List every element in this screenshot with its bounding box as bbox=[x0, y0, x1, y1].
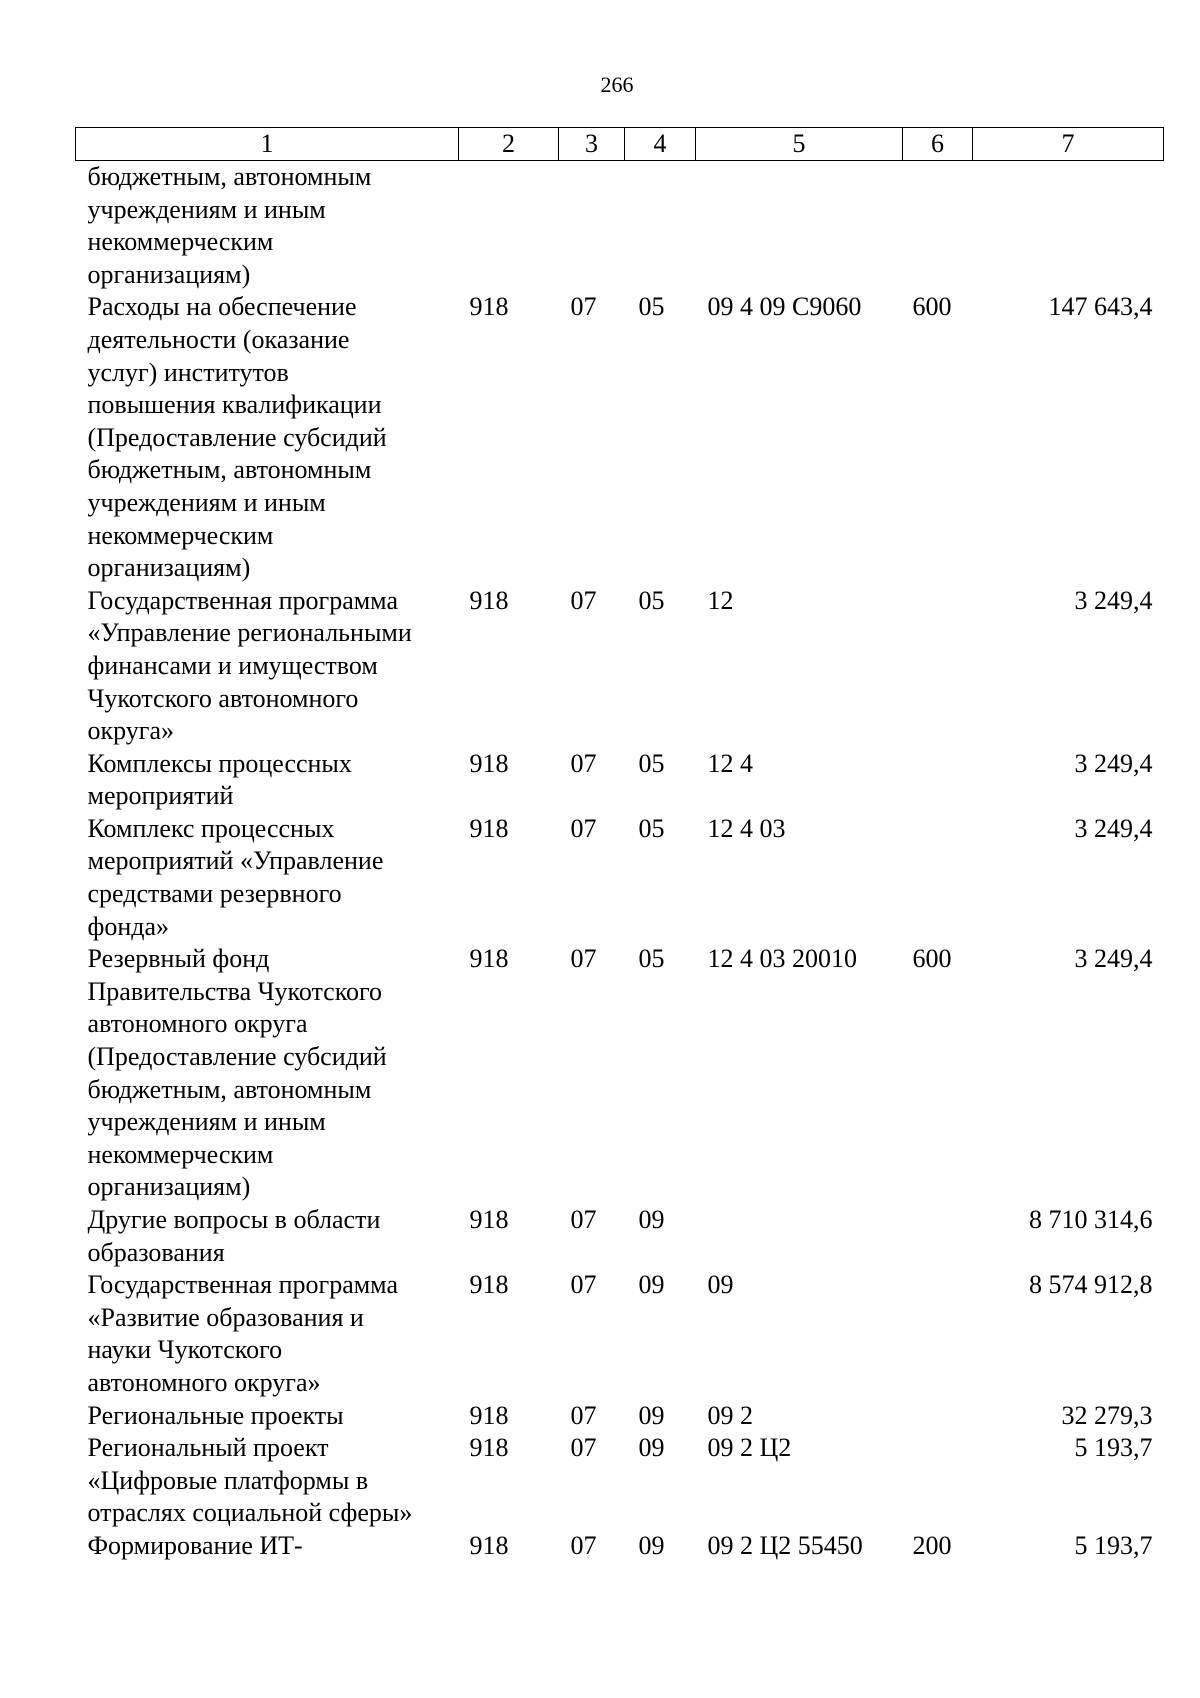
subsection-code-cell: 05 bbox=[638, 813, 665, 843]
column-header: 6 bbox=[903, 128, 973, 161]
subsection-code-cell: 09 bbox=[638, 1400, 665, 1430]
expense-type-cell bbox=[903, 585, 973, 748]
row-name-cell bbox=[76, 748, 459, 813]
amount-cell bbox=[973, 161, 1164, 292]
table-row bbox=[76, 161, 1164, 292]
row-name-cell bbox=[76, 1432, 459, 1530]
subsection-code-cell: 05 bbox=[638, 944, 665, 974]
expense-type-cell bbox=[903, 161, 973, 292]
row-name-line: Резервный фонд bbox=[87, 944, 270, 974]
row-name-line: (Предоставление субсидий bbox=[87, 1042, 387, 1072]
row-name-line: образования bbox=[87, 1237, 225, 1267]
table-row bbox=[76, 1269, 1164, 1399]
table-row bbox=[76, 585, 1164, 748]
admin-code-cell: 918 bbox=[469, 585, 509, 615]
row-name-line: некоммерческим bbox=[87, 1139, 274, 1169]
row-name-line: средствами резервного bbox=[87, 879, 342, 909]
row-name-line: Другие вопросы в области bbox=[87, 1205, 381, 1234]
table-row bbox=[76, 1432, 1164, 1530]
table-row bbox=[76, 1400, 1164, 1433]
row-name-line: Комплекс процессных bbox=[87, 813, 335, 843]
row-name-line: Государственная программа bbox=[87, 585, 399, 615]
admin-code-cell: 918 bbox=[469, 748, 509, 778]
row-name-cell bbox=[76, 813, 459, 943]
row-name-cell bbox=[76, 1204, 459, 1269]
row-name-line: некоммерческим bbox=[87, 520, 274, 550]
subsection-code-cell: 05 bbox=[638, 292, 665, 322]
expense-type-cell bbox=[903, 1204, 973, 1269]
row-name-cell bbox=[76, 943, 459, 1204]
page-number: 266 bbox=[600, 72, 634, 97]
column-header: 5 bbox=[696, 128, 903, 161]
admin-code-cell: 918 bbox=[469, 944, 509, 974]
row-name-line: Расходы на обеспечение bbox=[87, 292, 357, 322]
row-name-line: бюджетным, автономным bbox=[87, 162, 372, 191]
row-name-line: повышения квалификации bbox=[87, 390, 382, 420]
admin-code-cell: 918 bbox=[469, 1270, 509, 1300]
target-article-cell: 09 2 Ц2 55450 bbox=[707, 1530, 863, 1560]
amount-cell: 3 249,4 bbox=[1074, 748, 1153, 778]
row-name-cell bbox=[76, 1400, 459, 1433]
row-name-line: «Развитие образования и bbox=[87, 1302, 364, 1332]
section-code-cell: 07 bbox=[570, 1433, 597, 1463]
admin-code-cell: 918 bbox=[469, 813, 509, 843]
table-row bbox=[76, 1530, 1164, 1563]
row-name-line: науки Чукотского bbox=[87, 1335, 283, 1365]
row-name-line: округа» bbox=[87, 716, 174, 746]
subsection-code-cell: 05 bbox=[638, 748, 665, 778]
admin-code-cell: 918 bbox=[469, 1205, 509, 1234]
row-name-line: (Предоставление субсидий bbox=[87, 422, 387, 452]
section-code-cell: 07 bbox=[570, 1530, 597, 1560]
row-name-line: «Управление региональными bbox=[87, 618, 412, 648]
target-article-cell: 09 2 bbox=[707, 1400, 753, 1430]
row-name-line: Региональный проект bbox=[87, 1433, 329, 1463]
row-name-line: автономного округа» bbox=[87, 1367, 321, 1397]
table-body bbox=[76, 161, 1164, 1563]
section-code-cell: 07 bbox=[570, 1205, 597, 1234]
column-header: 4 bbox=[625, 128, 696, 161]
subsection-code-cell: 09 bbox=[638, 1433, 665, 1463]
row-name-line: учреждениям и иным bbox=[87, 194, 326, 224]
column-header: 2 bbox=[459, 128, 559, 161]
amount-cell: 32 279,3 bbox=[1061, 1400, 1153, 1430]
section-code-cell: 07 bbox=[570, 585, 597, 615]
section-code-cell: 07 bbox=[570, 748, 597, 778]
expense-type-cell bbox=[903, 748, 973, 813]
row-name-line: Правительства Чукотского bbox=[87, 976, 383, 1006]
subsection-code-cell: 09 bbox=[638, 1205, 665, 1234]
target-article-cell: 09 bbox=[707, 1270, 734, 1300]
row-name-line: автономного округа bbox=[87, 1009, 308, 1039]
table-row bbox=[76, 813, 1164, 943]
row-name-cell bbox=[76, 1530, 459, 1563]
amount-cell: 8 574 912,8 bbox=[1029, 1270, 1153, 1300]
subsection-code-cell bbox=[625, 161, 696, 292]
row-name-line: учреждениям и иным bbox=[87, 1107, 326, 1137]
subsection-code-cell: 09 bbox=[638, 1530, 665, 1560]
admin-code-cell: 918 bbox=[469, 292, 509, 322]
header-row bbox=[76, 128, 1164, 161]
column-header: 7 bbox=[973, 128, 1164, 161]
amount-cell: 147 643,4 bbox=[1048, 292, 1153, 322]
row-name-line: учреждениям и иным bbox=[87, 487, 326, 517]
admin-code-cell: 918 bbox=[469, 1530, 509, 1560]
amount-cell: 5 193,7 bbox=[1074, 1530, 1153, 1560]
row-name-cell bbox=[76, 1269, 459, 1399]
row-name-line: «Цифровые платформы в bbox=[87, 1465, 369, 1495]
amount-cell: 3 249,4 bbox=[1074, 944, 1153, 974]
row-name-line: Формирование ИТ- bbox=[87, 1530, 303, 1560]
row-name-line: некоммерческим bbox=[87, 227, 274, 257]
section-code-cell: 07 bbox=[570, 1400, 597, 1430]
row-name-cell bbox=[76, 291, 459, 584]
row-name-line: Государственная программа bbox=[87, 1270, 399, 1300]
target-article-cell: 12 bbox=[707, 585, 734, 615]
row-name-line: деятельности (оказание bbox=[87, 324, 350, 354]
row-name-line: услуг) институтов bbox=[87, 357, 289, 387]
row-name-line: фонда» bbox=[87, 911, 170, 941]
admin-code-cell: 918 bbox=[469, 1433, 509, 1463]
row-name-line: Чукотского автономного bbox=[87, 683, 359, 713]
row-name-line: Региональные проекты bbox=[87, 1400, 344, 1430]
table-row bbox=[76, 291, 1164, 584]
row-name-line: отраслях социальной сферы» bbox=[87, 1498, 413, 1528]
row-name-line: мероприятий bbox=[87, 781, 234, 811]
budget-table bbox=[75, 127, 1164, 1563]
row-name-line: Комплексы процессных bbox=[87, 748, 352, 778]
row-name-line: организациям) bbox=[87, 553, 251, 583]
admin-code-cell: 918 bbox=[469, 1400, 509, 1430]
column-header: 1 bbox=[76, 128, 459, 161]
row-name-line: финансами и имуществом bbox=[87, 650, 378, 680]
section-code-cell: 07 bbox=[570, 944, 597, 974]
row-name-line: организациям) bbox=[87, 259, 251, 289]
table-row bbox=[76, 1204, 1164, 1269]
amount-cell: 5 193,7 bbox=[1074, 1433, 1153, 1463]
column-header: 3 bbox=[559, 128, 625, 161]
target-article-cell bbox=[696, 1204, 903, 1269]
row-name-line: мероприятий «Управление bbox=[87, 846, 384, 876]
subsection-code-cell: 05 bbox=[638, 585, 665, 615]
amount-cell: 3 249,4 bbox=[1074, 813, 1153, 843]
expense-type-cell bbox=[903, 1269, 973, 1399]
row-name-line: бюджетным, автономным bbox=[87, 1074, 372, 1104]
admin-code-cell bbox=[459, 161, 559, 292]
section-code-cell: 07 bbox=[570, 1270, 597, 1300]
amount-cell: 8 710 314,6 bbox=[1029, 1205, 1153, 1234]
expense-type-cell: 600 bbox=[912, 944, 952, 974]
target-article-cell: 12 4 03 bbox=[707, 813, 786, 843]
section-code-cell: 07 bbox=[570, 813, 597, 843]
section-code-cell: 07 bbox=[570, 292, 597, 322]
amount-cell: 3 249,4 bbox=[1074, 585, 1153, 615]
target-article-cell: 12 4 bbox=[707, 748, 753, 778]
row-name-line: бюджетным, автономным bbox=[87, 455, 372, 485]
target-article-cell: 12 4 03 20010 bbox=[707, 944, 857, 974]
target-article-cell: 09 2 Ц2 bbox=[707, 1433, 792, 1463]
table-row bbox=[76, 943, 1164, 1204]
target-article-cell: 09 4 09 С9060 bbox=[707, 292, 862, 322]
expense-type-cell bbox=[903, 813, 973, 943]
subsection-code-cell: 09 bbox=[638, 1270, 665, 1300]
target-article-cell bbox=[696, 161, 903, 292]
expense-type-cell: 600 bbox=[912, 292, 952, 322]
section-code-cell bbox=[559, 161, 625, 292]
table-row bbox=[76, 748, 1164, 813]
expense-type-cell bbox=[903, 1400, 973, 1433]
expense-type-cell bbox=[903, 1432, 973, 1530]
row-name-cell bbox=[76, 161, 459, 292]
expense-type-cell: 200 bbox=[912, 1530, 952, 1560]
row-name-line: организациям) bbox=[87, 1172, 251, 1202]
row-name-cell bbox=[76, 585, 459, 748]
